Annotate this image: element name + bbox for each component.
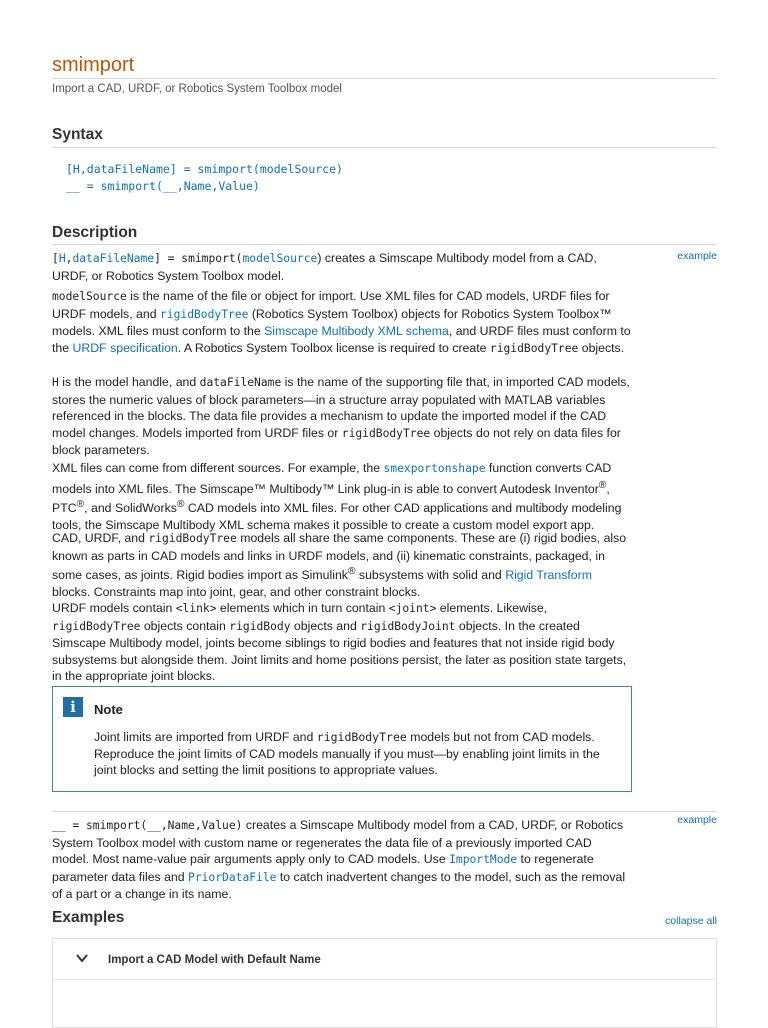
priordatafile-link[interactable]: PriorDataFile: [188, 870, 277, 884]
description-divider-2: [52, 811, 717, 812]
description-paragraph-6: URDF models contain <link> elements which in turn contain <joint> elements. Likewise, rigidBodyTree objects contain rigidBody objects and rigidBodyJoint objects. In the created Simscape Multibody model, joints become siblings to rigid bodies and features that not inside rigid body subsystems but alongside them. Joint limits and home positions persist, the later as position state targets, in the appropriate joint blocks.: [52, 601, 627, 684]
info-icon: i: [63, 697, 83, 717]
urdf-spec-link[interactable]: URDF specification: [72, 340, 178, 355]
description-paragraph-1: [H,dataFileName] = smimport(modelSource) creates a Simscape Multibody model from a CAD, URDF, or Robotics System Toolbox model.: [52, 251, 597, 283]
collapse-all-link[interactable]: collapse all: [665, 915, 717, 927]
chevron-down-icon[interactable]: [75, 951, 89, 965]
description-paragraph-2: modelSource is the name of the file or object for import. Use XML files for CAD models, URDF files for URDF models, and rigidBodyTree (Robotics System Toolbox) objects for Robotics System Toolbox™ models. XML files must conform to the Simscape Multibody XML schema, and URDF files must conform to the URDF specification. A Robotics System Toolbox license is required to create rigidBodyTree objects.: [52, 289, 631, 355]
syntax-line-1[interactable]: [H,dataFileName] = smimport(modelSource): [66, 162, 343, 176]
syntax-block: [66, 161, 343, 195]
smexportonshape-link[interactable]: smexportonshape: [383, 462, 486, 475]
example-link-1[interactable]: example: [677, 250, 717, 262]
output-datafilename-link[interactable]: dataFileName: [72, 252, 155, 265]
syntax-line-2[interactable]: __ = smimport(__,Name,Value): [66, 179, 260, 193]
description-paragraph-4: XML files can come from different sources. For example, the smexportonshape function converts CAD models into XML files. The Simscape™ Multibody™ Link plug-in is able to convert Autodesk Inventor®, PTC®, and SolidWorks® CAD models into XML files. For other CAD applications and multibody modeling tools, the Simscape Multibody XML schema makes it possible to create a custom model export app.: [52, 461, 622, 532]
page-title: smimport: [52, 54, 135, 76]
xml-schema-link[interactable]: Simscape Multibody XML schema: [264, 324, 449, 339]
note-text: Joint limits are imported from URDF and rigidBodyTree models but not from CAD models. Reproduce the joint limits of CAD models manually if you must—by enabling joint limits in the joint blocks and setting the limit positions to appropriate values.: [94, 730, 600, 778]
input-modelsource-link[interactable]: modelSource: [242, 252, 318, 265]
rigid-transform-link[interactable]: Rigid Transform: [505, 568, 592, 583]
note-title: Note: [94, 702, 123, 717]
examples-heading: Examples: [52, 909, 125, 926]
accordion-divider: [53, 979, 716, 980]
page-subtitle: Import a CAD, URDF, or Robotics System Toolbox model: [52, 83, 342, 95]
description-paragraph-3: H is the model handle, and dataFileName is the name of the supporting file that, in imported CAD models, stores the numeric values of block parameters—in a structure array populated with MATLAB variables referenced in the blocks. The data file provides a mechanism to update the imported model if the CAD model changes. Models imported from URDF files or rigidBodyTree objects do not rely on data files for block parameters.: [52, 375, 630, 458]
note-box: [52, 686, 632, 792]
title-divider: [52, 78, 717, 79]
description-divider: [52, 244, 717, 245]
example-link-2[interactable]: example: [677, 814, 717, 826]
description-paragraph-7: __ = smimport(__,Name,Value) creates a Simscape Multibody model from a CAD, URDF, or Robotics System Toolbox model with custom name or regenerates the data file of a previously imported CAD model. Most name-value pair arguments apply only to CAD models. Use ImportMode to regenerate parameter data files and PriorDataFile to catch inadvertent changes to the model, such as the removal of a part or a change in its name.: [52, 818, 626, 902]
syntax-heading: Syntax: [52, 126, 103, 143]
syntax-divider: [52, 147, 717, 148]
description-heading: Description: [52, 224, 138, 241]
output-h-link[interactable]: H: [58, 252, 66, 265]
example-accordion-item[interactable]: [52, 938, 717, 1028]
example-title[interactable]: Import a CAD Model with Default Name: [108, 954, 321, 966]
rigidbodytree-link[interactable]: rigidBodyTree: [159, 307, 249, 321]
importmode-link[interactable]: ImportMode: [449, 853, 518, 867]
description-paragraph-5: CAD, URDF, and rigidBodyTree models all share the same components. These are (i) rigid bodies, also known as parts in CAD models and links in URDF models, and (ii) kinematic constraints, packaged, in some cases, as joints. Rigid bodies import as Simulink® subsystems with solid and Rigid Transform blocks. Constraints map into joint, gear, and other constraint blocks.: [52, 531, 627, 599]
